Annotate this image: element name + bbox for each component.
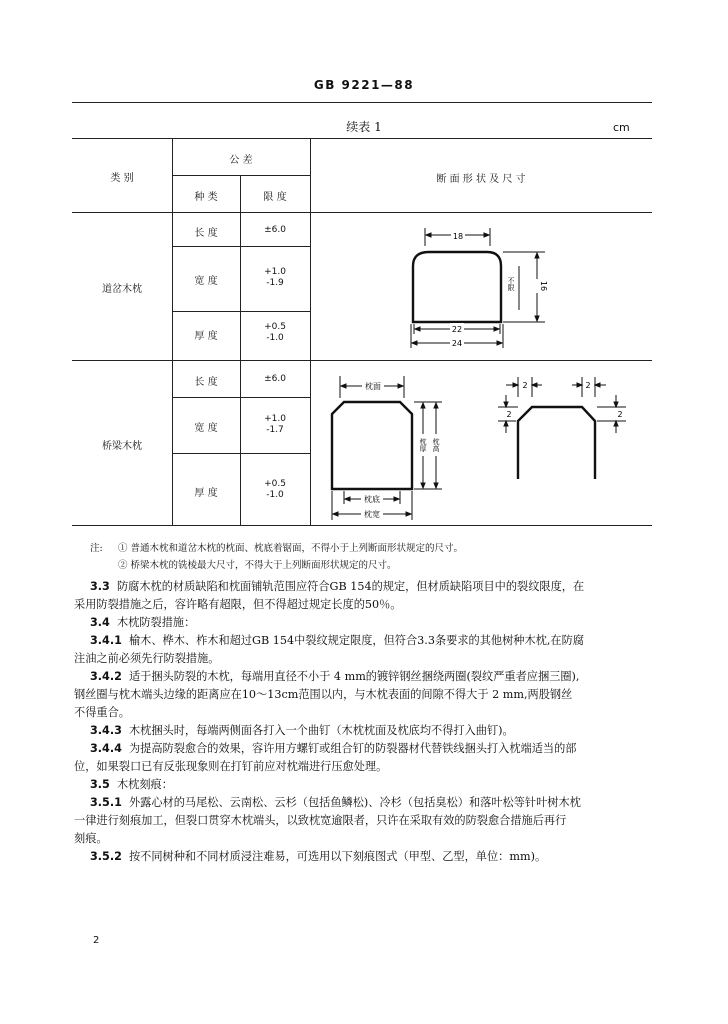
clause-number: 3.4.4: [90, 742, 122, 755]
dim-bevel-d: 2: [617, 410, 623, 419]
kind-width: 宽 度: [194, 276, 218, 287]
paragraph-3-4-1: [74, 632, 650, 668]
clause-number: 3.4: [90, 616, 110, 629]
paragraph-line: 木枕捆头时，每端两侧面各打入一个曲钉（木枕枕面及枕底均不得打入曲钉)。: [128, 724, 514, 737]
col-kind: 种 类: [194, 192, 218, 203]
turnout-sleeper-section-figure: [395, 222, 555, 352]
dim-bevel-a: 2: [522, 381, 528, 390]
dim-side-label: 不限: [507, 277, 515, 291]
paragraph-line: 防腐木枕的材质缺陷和枕面铺轨范围应符合GB 154的规定，但材质缺陷项目中的裂纹限度，在: [116, 580, 585, 593]
paragraph-3-4-4: [74, 740, 650, 776]
paragraph-3-4-3: [90, 722, 650, 740]
paragraph-line: 刻痕。: [74, 832, 108, 845]
paragraph-3-5-1: [74, 794, 650, 848]
dim-bevel-b: 2: [585, 381, 591, 390]
limit-thickness-plus: +0.5: [264, 479, 286, 489]
paragraph-line: 钢丝圈与枕木端头边缘的距离应在10～13cm范围以内，与木枕表面的间隙不得大于 2 mm,两股钢丝: [74, 688, 573, 701]
col-tolerance: 公 差: [229, 155, 253, 166]
label-sleeper-thickness: 枕厚: [419, 438, 427, 452]
clause-number: 3.4.2: [90, 670, 122, 683]
limit-thickness-plus: +0.5: [264, 322, 286, 332]
bridge-sleeper-section-figure: [318, 372, 448, 522]
label-sleeper-top: 枕面: [365, 382, 381, 391]
paragraph-line: 注油之前必须先行防裂措施。: [74, 652, 220, 665]
paragraph-line: 按不同树种和不同材质浸注难易，可选用以下刻痕图式（甲型、乙型，单位：mm)。: [128, 850, 547, 863]
paragraph-line: 木枕防裂措施：: [116, 616, 196, 629]
paragraph-3-5: [90, 776, 650, 794]
clause-number: 3.5.2: [90, 850, 122, 863]
limit-thickness-minus: -1.0: [266, 333, 284, 343]
col-section: 断 面 形 状 及 尺 寸: [436, 174, 526, 185]
limit-thickness-minus: -1.0: [266, 490, 284, 500]
paragraph-3-3: [74, 578, 650, 614]
clause-number: 3.5: [90, 778, 110, 791]
label-sleeper-width: 枕宽: [364, 510, 380, 519]
kind-length: 长 度: [194, 228, 218, 239]
dim-top: 18: [452, 232, 464, 241]
paragraph-3-4-2: [74, 668, 650, 722]
category-bridge-sleeper: 桥梁木枕: [102, 441, 142, 452]
page-number: 2: [93, 935, 100, 946]
dim-bevel-c: 2: [506, 410, 512, 419]
limit-length: ±6.0: [264, 225, 286, 235]
note-prefix: 注:: [90, 543, 103, 554]
clause-number: 3.4.1: [90, 634, 122, 647]
clause-number: 3.5.1: [90, 796, 122, 809]
standard-number: GB 9221—88: [313, 78, 415, 92]
kind-length: 长 度: [194, 377, 218, 388]
clause-number: 3.4.3: [90, 724, 122, 737]
label-sleeper-height: 枕高: [432, 438, 440, 452]
dim-bottom-2: 24: [451, 339, 463, 348]
clause-number: 3.3: [90, 580, 110, 593]
paragraph-line: 适于捆头防裂的木枕，每端用直径不小于 4 mm的镀锌钢丝捆绕两圈(裂纹严重者应捆三圈),: [128, 670, 580, 683]
limit-width-minus: -1.7: [266, 425, 284, 435]
kind-thickness: 厚 度: [194, 331, 218, 342]
kind-thickness: 厚 度: [194, 488, 218, 499]
limit-width-plus: +1.0: [264, 267, 286, 277]
label-sleeper-bottom: 枕底: [364, 495, 380, 504]
paragraph-line: 采用防裂措施之后，容许略有超限，但不得超过规定长度的50％。: [74, 598, 402, 611]
bevel-detail-figure: [492, 375, 632, 485]
note-1: ① 普通木枕和道岔木枕的枕面、枕底着锯面，不得小于上列断面形状规定的尺寸。: [118, 543, 464, 554]
limit-length: ±6.0: [264, 374, 286, 384]
paragraph-line: 位，如果裂口已有反张现象则在打钉前应对枕端进行压愈处理。: [74, 760, 388, 773]
category-turnout-sleeper: 道岔木枕: [102, 284, 142, 295]
kind-width: 宽 度: [194, 423, 218, 434]
table-caption: 续表 1: [346, 120, 382, 134]
paragraph-line: 木枕刻痕：: [116, 778, 173, 791]
col-category: 类 别: [110, 173, 134, 184]
paragraph-line: 为提高防裂愈合的效果，容许用方螺钉或组合钉的防裂器材代替铁线捆头打入枕端适当的部: [128, 742, 577, 755]
limit-width-minus: -1.9: [266, 278, 284, 288]
paragraph-3-5-2: [90, 848, 650, 866]
paragraph-3-4: [90, 614, 650, 632]
header-rule: [72, 102, 652, 103]
paragraph-line: 一律进行刻痕加工，但裂口贯穿木枕端头，以致枕宽逾限者，只许在采取有效的防裂愈合措施后再行: [74, 814, 567, 827]
paragraph-line: 外露心材的马尾松、云南松、云杉（包括鱼鳞松)、冷杉（包括臭松）和落叶松等针叶树木枕: [128, 796, 581, 809]
paragraph-line: 榆木、桦木、柞木和超过GB 154中裂纹规定限度，但符合3.3条要求的其他树种木枕,在防腐: [128, 634, 584, 647]
col-limit: 限 度: [263, 192, 287, 203]
table-unit: cm: [613, 121, 630, 134]
note-2: ② 桥梁木枕的铣棱最大尺寸，不得大于上列断面形状规定的尺寸。: [118, 560, 397, 571]
paragraph-line: 不得重合。: [74, 706, 130, 719]
dim-height: 16: [539, 280, 548, 292]
limit-width-plus: +1.0: [264, 414, 286, 424]
dim-bottom-1: 22: [451, 325, 463, 334]
